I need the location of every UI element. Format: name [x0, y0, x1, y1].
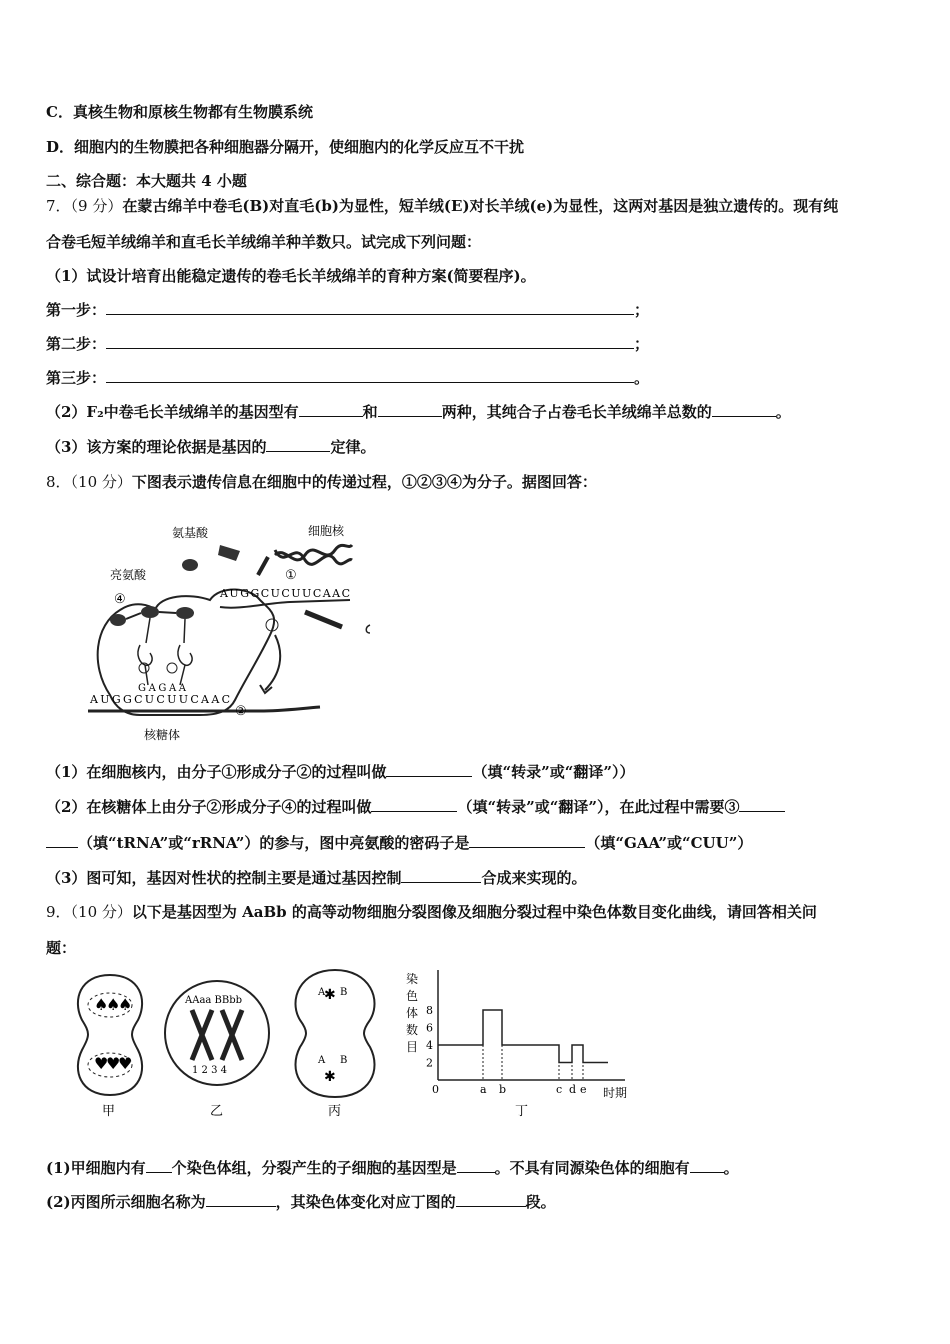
- q8-part3: [46, 868, 586, 888]
- step1-semi: ；: [634, 301, 650, 319]
- graph-ding-label: 丁: [515, 1104, 529, 1119]
- x-mark-c: c: [556, 1083, 563, 1096]
- svg-text:♥: ♥: [118, 1054, 133, 1073]
- peptide-bond-2: [159, 612, 176, 613]
- leucine-label: 亮氨酸: [110, 568, 147, 582]
- svg-text:♥: ♥: [106, 1054, 121, 1073]
- q8-1-text-a: （1）在细胞核内，由分子①形成分子②的过程叫做: [46, 763, 387, 781]
- q8-part1: [46, 762, 634, 782]
- q8-1-blank[interactable]: [386, 762, 472, 777]
- trna-link-2: [184, 619, 185, 643]
- y-label-char-0: 染: [406, 972, 419, 986]
- q8-2-blank1[interactable]: [371, 797, 457, 812]
- q9-1-period: 。: [723, 1159, 739, 1177]
- transport-arrow: [265, 635, 280, 690]
- section-heading: 二、综合题：本大题共 4 小题: [46, 172, 247, 190]
- amino-acid-1: [110, 614, 126, 626]
- svg-text:♠: ♠: [106, 995, 121, 1014]
- step2-semi: ；: [634, 335, 650, 353]
- svg-text:B: B: [340, 1055, 348, 1066]
- q9-2-text-a: (2)丙图所示细胞名称为: [46, 1193, 206, 1211]
- option-d: D．细胞内的生物膜把各种细胞器分隔开，使细胞内的化学反应互不干扰: [46, 138, 525, 156]
- trna-label-3b: [167, 663, 177, 673]
- svg-text:♠: ♠: [118, 995, 133, 1014]
- free-amino-acid-1: [182, 559, 198, 571]
- x-axis-label: 时期: [603, 1086, 628, 1100]
- cell-bing: [295, 970, 374, 1097]
- q9-line2: 题：: [46, 939, 77, 957]
- label-4: ④: [114, 592, 126, 607]
- dna-helix-strand-b: [275, 550, 352, 564]
- q9-1-text-c: 。不具有同源染色体的细胞有: [494, 1159, 690, 1177]
- y-label-char-2: 体: [406, 1006, 419, 1020]
- q9-part1: [46, 1158, 739, 1178]
- y-tick-2: 2: [426, 1056, 433, 1070]
- svg-text:A: A: [318, 987, 326, 998]
- q8-part2-cont: [46, 833, 752, 853]
- q8-2-text-c: （填“tRNA”或“rRNA”）的参与，图中亮氨酸的密码子是: [78, 834, 470, 852]
- q7-part2: [46, 402, 791, 422]
- q8-2-blank2a[interactable]: [739, 797, 785, 812]
- anticodon-label: GAGAA: [138, 683, 186, 694]
- mrna-bottom-label: AUGGCUCUUCAAC: [90, 693, 230, 706]
- step2-blank[interactable]: [106, 334, 634, 349]
- y-label-char-3: 数: [406, 1023, 419, 1037]
- y-tick-4: 4: [426, 1039, 433, 1052]
- q8-text: 下图表示遗传信息在细胞中的传递过程，①②③④为分子。据图回答：: [131, 473, 597, 491]
- svg-text:♠: ♠: [94, 995, 109, 1014]
- q9-1-blank1[interactable]: [146, 1158, 172, 1173]
- trna-link-1: [146, 618, 150, 643]
- q9-2-blank2[interactable]: [456, 1192, 526, 1207]
- q7-number: 7．（9 分）: [46, 197, 123, 215]
- x-mark-a: a: [480, 1083, 487, 1096]
- label-1: ①: [285, 568, 297, 583]
- q7-part3: [46, 437, 375, 457]
- q9-text1: 以下是基因型为 AaBb 的高等动物细胞分裂图像及细胞分裂过程中染色体数目变化曲线，请回答相关问: [131, 903, 817, 921]
- cell-yi-numbers: 1 2 3 4: [192, 1065, 227, 1076]
- mrna-bottom-strand: [88, 707, 320, 711]
- q8-2-text-b: （填“转录”或“翻译”），在此过程中需要③: [457, 798, 740, 816]
- q8-2-blank2b[interactable]: [46, 833, 78, 848]
- q9-1-text-a: (1)甲细胞内有: [46, 1159, 146, 1177]
- cell-jia: [78, 975, 142, 1095]
- q7-3-text-a: （3）该方案的理论依据是基因的: [46, 438, 267, 456]
- q8-part2: [46, 797, 785, 817]
- q7-2-text-c: 两种，其纯合子占卷毛长羊绒绵羊总数的: [441, 403, 712, 421]
- free-amino-acid-2: [218, 545, 240, 561]
- q8-3-text-a: （3）图可知，基因对性状的控制主要是通过基因控制: [46, 869, 402, 887]
- peptide-bond-1: [126, 613, 141, 619]
- q7-3-blank[interactable]: [266, 437, 330, 452]
- step3-blank[interactable]: [106, 368, 634, 383]
- option-c: C．真核生物和原核生物都有生物膜系统: [46, 103, 313, 121]
- step1-line: [46, 300, 649, 320]
- x-origin: 0: [432, 1083, 439, 1096]
- mrna-fragment: [305, 612, 342, 627]
- mrna-fragment-3: [258, 557, 268, 575]
- y-label-char-4: 目: [406, 1040, 419, 1054]
- step3-label: 第三步：: [46, 369, 107, 387]
- svg-text:✱: ✱: [324, 987, 336, 1003]
- q7-2-blank2[interactable]: [378, 402, 442, 417]
- q9-part2: [46, 1192, 556, 1212]
- q7-2-text-a: （2）F₂中卷毛长羊绒绵羊的基因型有: [46, 403, 299, 421]
- cell-yi-label: 乙: [210, 1104, 224, 1119]
- q7-line1: [46, 196, 838, 216]
- svg-text:B: B: [340, 987, 348, 998]
- q7-2-blank3[interactable]: [712, 402, 776, 417]
- trna-right: [178, 645, 192, 685]
- q8-2-text-d: （填“GAA”或“CUU”）: [585, 834, 753, 852]
- q7-2-text-b: 和: [362, 403, 378, 421]
- q8-2-blank3[interactable]: [469, 833, 585, 848]
- q7-line2: 合卷毛短羊绒绵羊和直毛长羊绒绵羊种羊数只。试完成下列问题：: [46, 233, 482, 251]
- q7-part1: （1）试设计培育出能稳定遗传的卷毛长羊绒绵羊的育种方案(简要程序)。: [46, 267, 536, 285]
- q8-1-text-b: （填“转录”或“翻译”））: [472, 763, 635, 781]
- y-tick-8: 8: [426, 1004, 433, 1017]
- amino-acid-3: [176, 607, 194, 619]
- q9-1-blank2[interactable]: [457, 1158, 495, 1173]
- q9-2-text-b: ，其染色体变化对应丁图的: [275, 1193, 456, 1211]
- svg-text:A: A: [318, 1055, 326, 1066]
- q8-line: [46, 472, 597, 492]
- label-2: ②: [235, 704, 247, 719]
- mrna-fragment-2: [366, 625, 370, 633]
- q9-line1: [46, 902, 817, 922]
- translation-diagram: [80, 515, 400, 750]
- y-label-char-1: 色: [406, 989, 419, 1003]
- step3-period: 。: [634, 369, 650, 387]
- q8-3-blank[interactable]: [401, 868, 481, 883]
- x-mark-d: d: [569, 1083, 577, 1096]
- x-mark-b: b: [499, 1083, 507, 1096]
- step1-label: 第一步：: [46, 301, 107, 319]
- svg-text:♥: ♥: [94, 1054, 109, 1073]
- chromosome-chart: [406, 970, 627, 1100]
- q7-2-period: 。: [775, 403, 791, 421]
- cell-division-figure: [60, 965, 650, 1125]
- mrna-top-strand: [220, 600, 350, 608]
- mrna-top-label: AUGGCUCUUCAAC: [220, 587, 350, 600]
- step2-label: 第二步：: [46, 335, 107, 353]
- q9-1-blank3[interactable]: [690, 1158, 724, 1173]
- y-tick-6: 6: [426, 1021, 433, 1035]
- cell-jia-label: 甲: [102, 1104, 116, 1119]
- q9-number: 9．（10 分）: [46, 903, 132, 921]
- ribosome-label: 核糖体: [144, 728, 181, 742]
- q8-3-text-b: 合成来实现的。: [481, 869, 587, 887]
- q7-3-text-b: 定律。: [330, 438, 376, 456]
- step3-line: [46, 368, 649, 388]
- q9-2-text-c: 段。: [525, 1193, 556, 1211]
- x-mark-e: e: [580, 1083, 587, 1096]
- q8-2-text-a: （2）在核糖体上由分子②形成分子④的过程叫做: [46, 798, 372, 816]
- q9-2-blank1[interactable]: [206, 1192, 276, 1207]
- nucleus-label: 细胞核: [308, 524, 345, 538]
- step2-line: [46, 334, 649, 354]
- q8-number: 8．（10 分）: [46, 473, 132, 491]
- cell-bing-label: 丙: [328, 1104, 342, 1119]
- q7-2-blank1[interactable]: [299, 402, 363, 417]
- amino-acid-2: [141, 606, 159, 618]
- q9-1-text-b: 个染色体组，分裂产生的子细胞的基因型是: [171, 1159, 457, 1177]
- amino-acid-label: 氨基酸: [172, 526, 209, 540]
- svg-text:✱: ✱: [324, 1069, 336, 1085]
- step1-blank[interactable]: [106, 300, 634, 315]
- cell-yi-genes: AAaa BBbb: [185, 995, 243, 1006]
- q7-text1: 在蒙古绵羊中卷毛(B)对直毛(b)为显性，短羊绒(E)对长羊绒(e)为显性，这两对基因是独立遗传的。现有纯: [122, 197, 839, 215]
